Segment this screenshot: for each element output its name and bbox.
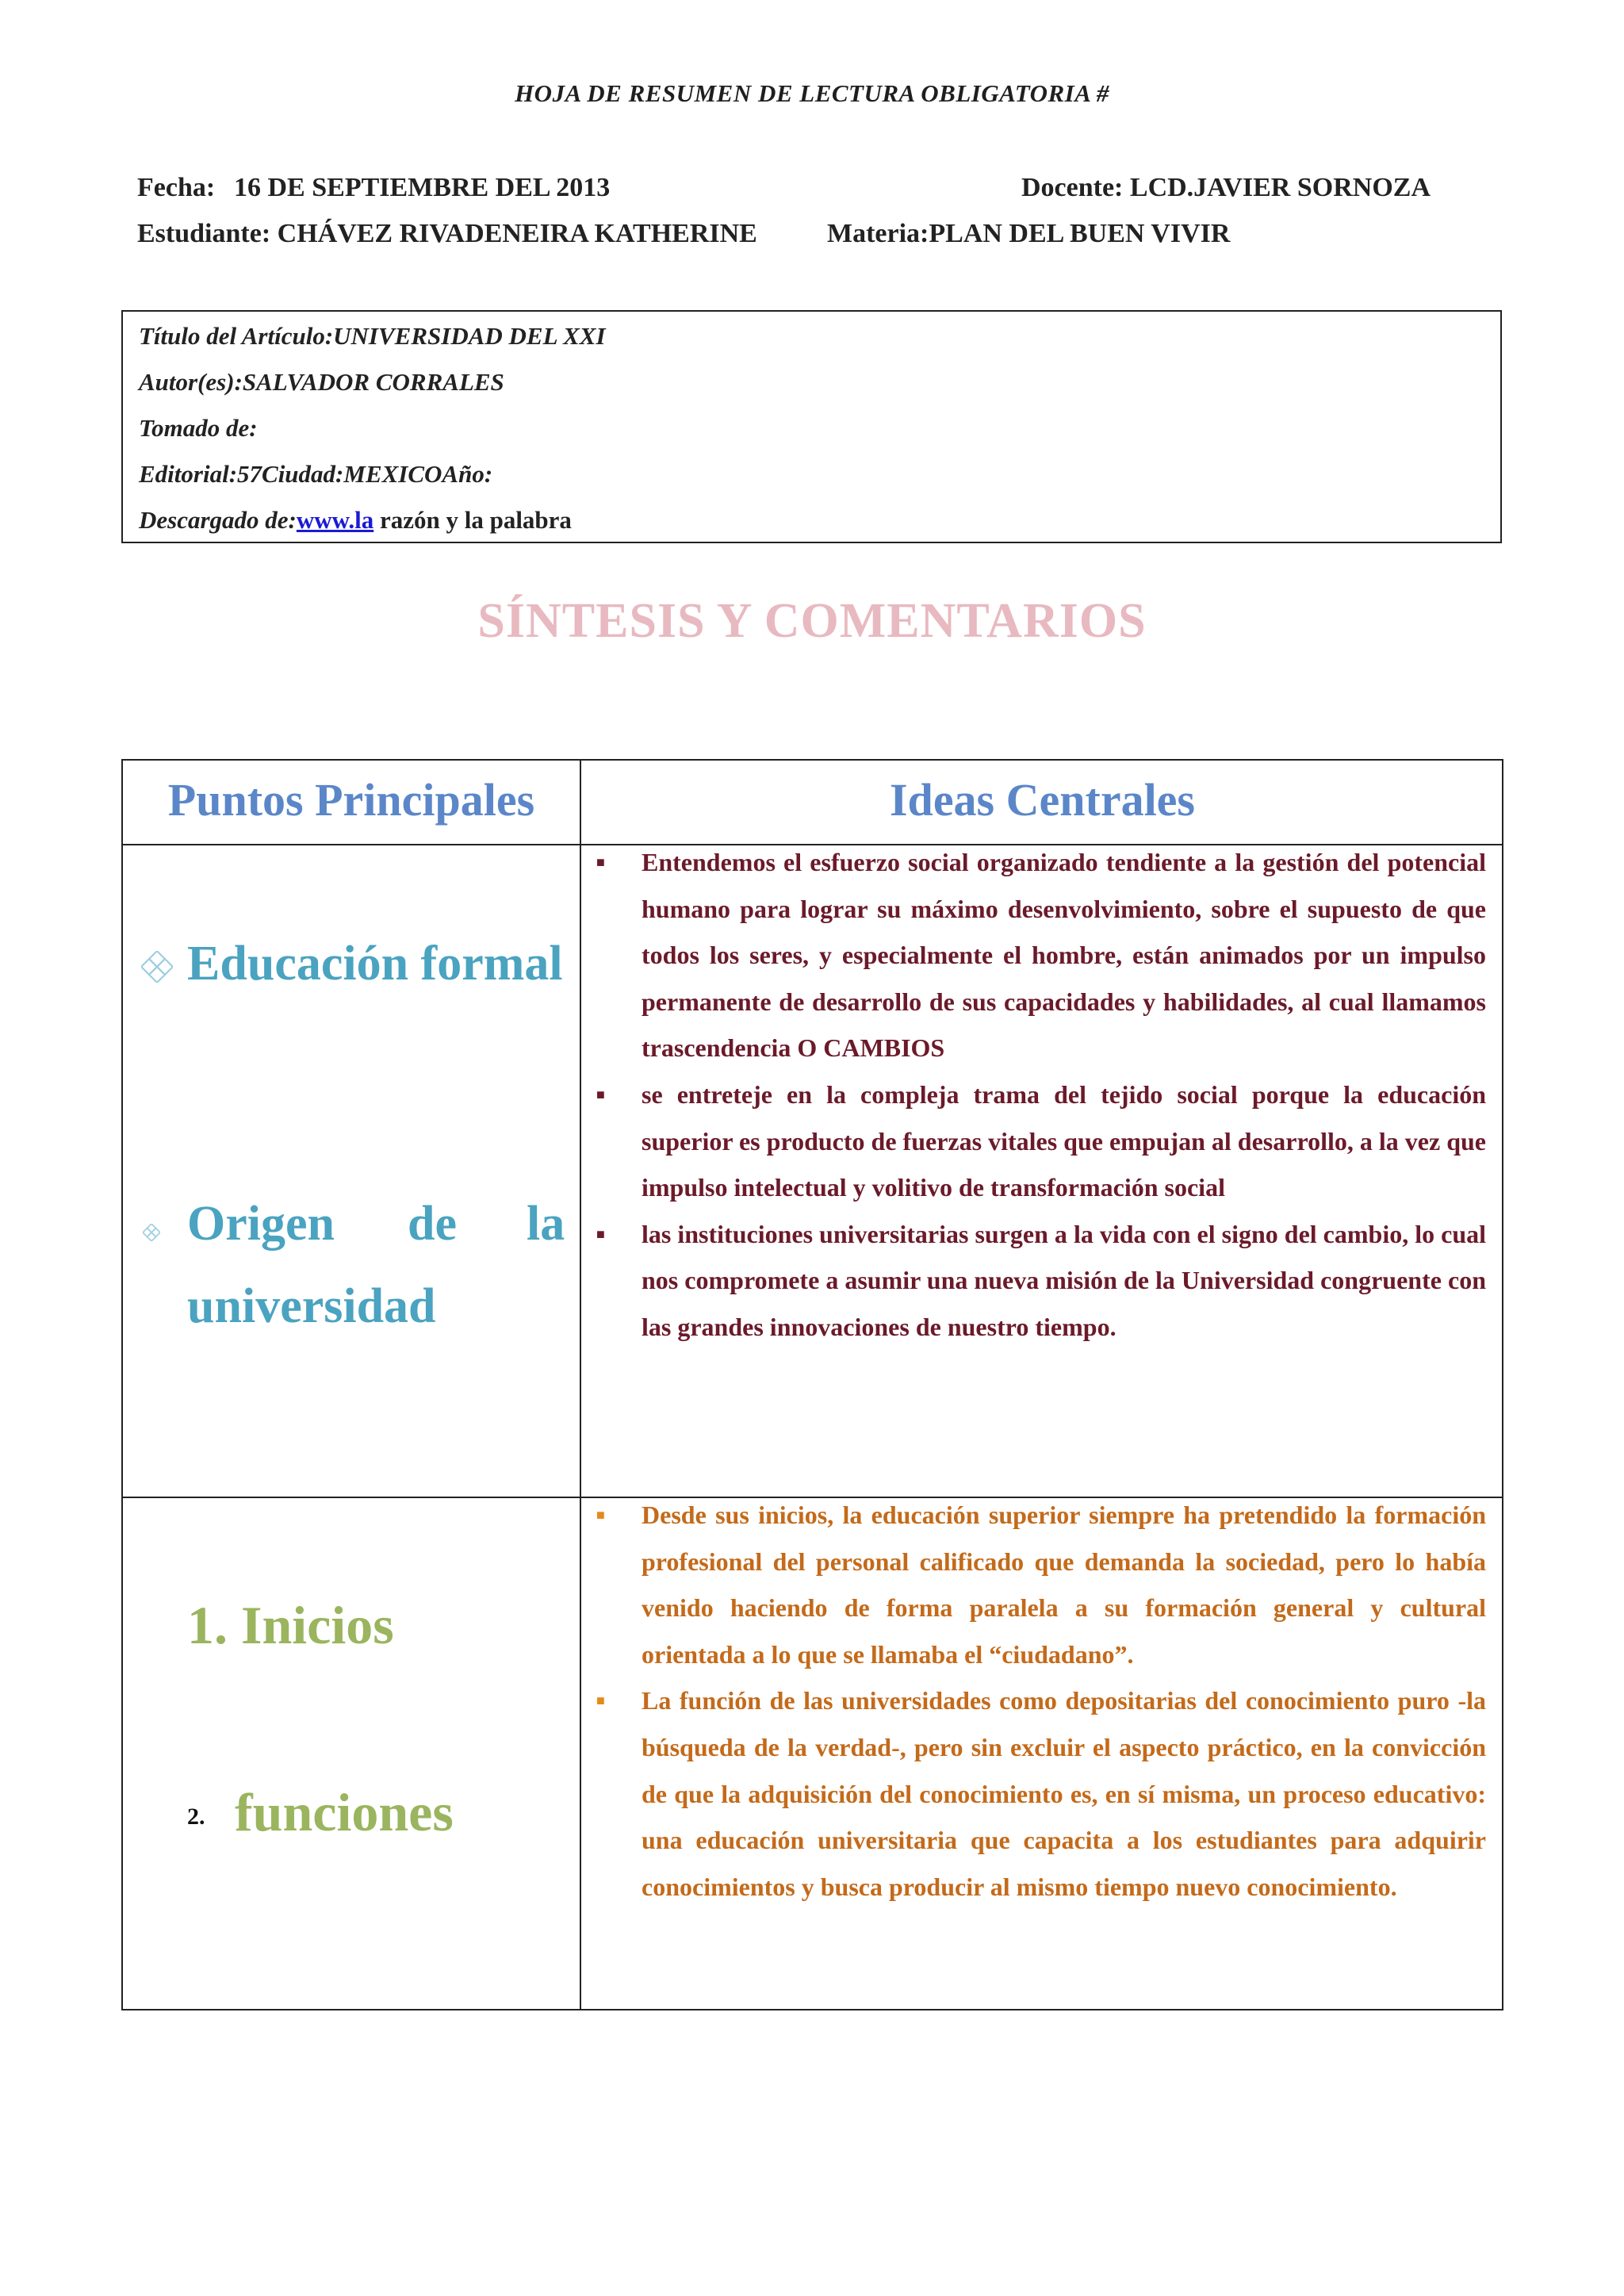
docente-value: LCD.JAVIER SORNOZA [1129,173,1431,202]
header-puntos-principales: Puntos Principales [167,774,535,826]
editorial-line [139,456,1484,502]
titulo-line [139,318,1484,364]
document-title: HOJA DE RESUMEN DE LECTURA OBLIGATORIA # [515,79,1109,107]
idea-item [596,1211,1486,1351]
docente [1021,173,1431,203]
square-bullet-icon: ■ [596,1225,605,1242]
square-bullet-icon: ■ [596,1507,605,1523]
materia [827,219,1230,249]
descargado-line [139,502,1484,548]
descargado-link[interactable]: www.la [296,506,374,534]
point-origen-line2: universidad [187,1279,436,1333]
ciudad-value: MEXICO [343,460,442,488]
square-bullet-icon: ■ [596,854,605,870]
estudiante [137,219,757,249]
ideas-row1 [596,839,1486,1351]
header-ideas-centrales: Ideas Centrales [889,774,1195,826]
idea-text: las instituciones universitarias surgen a la vida con el signo del cambio, lo cual nos compromete a asumir una nueva misión de la Universidad congruente con las grandes innovaciones de nuestro tiempo. [642,1219,1486,1341]
autor-label: Autor(es): [139,368,243,396]
square-bullet-icon: ■ [596,1692,605,1709]
diamond-icon [143,1218,160,1248]
point-educacion-formal: Educación formal [187,937,563,991]
tomado-line [139,410,1484,456]
idea-text: se entreteje en la compleja trama del tejido social porque la educación superior es producto de fuerzas vitales que empujan al desarrollo, a la vez que impulso intelectual y volitivo de transformación social [642,1079,1486,1202]
origen-word: Origen [187,1197,335,1251]
docente-label: Docente: [1021,173,1124,202]
titulo-value: UNIVERSIDAD DEL XXI [333,322,606,350]
idea-text: Entendemos el esfuerzo social organizado tendiente a la gestión del potencial humano para lograr su máximo desenvolvimiento, sobre el supuesto de que todos los seres, y especialmente el hombre, están animados por un impulso permanente de desarrollo de sus capacidades y habilidades, al cual llamamos trascendencia O CAMBIOS [642,848,1486,1063]
ideas-row2 [596,1492,1486,1910]
descargado-rest: razón y la palabra [373,506,572,534]
point-inicios [187,1594,394,1657]
point-funciones: funciones [235,1782,454,1842]
point-inicios-number: 1. [187,1595,228,1655]
point-inicios-label: Inicios [241,1595,394,1655]
titulo-label: Título del Artículo: [139,322,334,350]
idea-item [596,1071,1486,1211]
idea-text: La función de las universidades como depositarias del conocimiento puro -la búsqueda de la verdad-, pero sin excluir el aspecto práctico, en la convicción de que la adquisición del conocimiento es, en sí misma, un proceso educativo: una educación universitaria que capacita a los estudiantes para adquirir conocimientos y busca producir al mismo tiempo nuevo conocimiento. [642,1686,1486,1901]
anio-label: Año: [442,460,493,488]
autor-value: SALVADOR CORRALES [242,368,504,396]
diamond-icon [141,951,173,990]
column-divider [580,761,581,2009]
de-word: de [408,1197,457,1251]
descargado-label: Descargado de: [139,506,297,534]
ciudad-label: Ciudad: [262,460,344,488]
synthesis-title: SÍNTESIS Y COMENTARIOS [477,594,1147,648]
idea-item [596,1492,1486,1677]
autor-line [139,364,1484,410]
tomado-label: Tomado de: [139,414,258,442]
editorial-label: Editorial: [139,460,238,488]
idea-item [596,839,1486,1071]
square-bullet-icon: ■ [596,1086,605,1102]
materia-label: Materia: [827,219,929,248]
materia-value: PLAN DEL BUEN VIVIR [929,219,1231,248]
idea-text: Desde sus inicios, la educación superior siempre ha pretendido la formación profesional del personal calificado que demanda la sociedad, pero lo había venido haciendo de forma paralela a su formación general y cultural orientada a lo que se llamaba el “ciudadano”. [642,1501,1486,1669]
la-word: la [527,1197,565,1251]
point-funciones-number: 2. [187,1803,205,1830]
estudiante-value: CHÁVEZ RIVADENEIRA KATHERINE [277,219,757,248]
editorial-value: 57 [237,460,262,488]
article-info-box [121,310,1502,543]
idea-item [596,1677,1486,1910]
fecha-value: 16 DE SEPTIEMBRE DEL 2013 [234,173,611,202]
fecha-label: Fecha: [137,173,216,202]
estudiante-label: Estudiante: [137,219,271,248]
